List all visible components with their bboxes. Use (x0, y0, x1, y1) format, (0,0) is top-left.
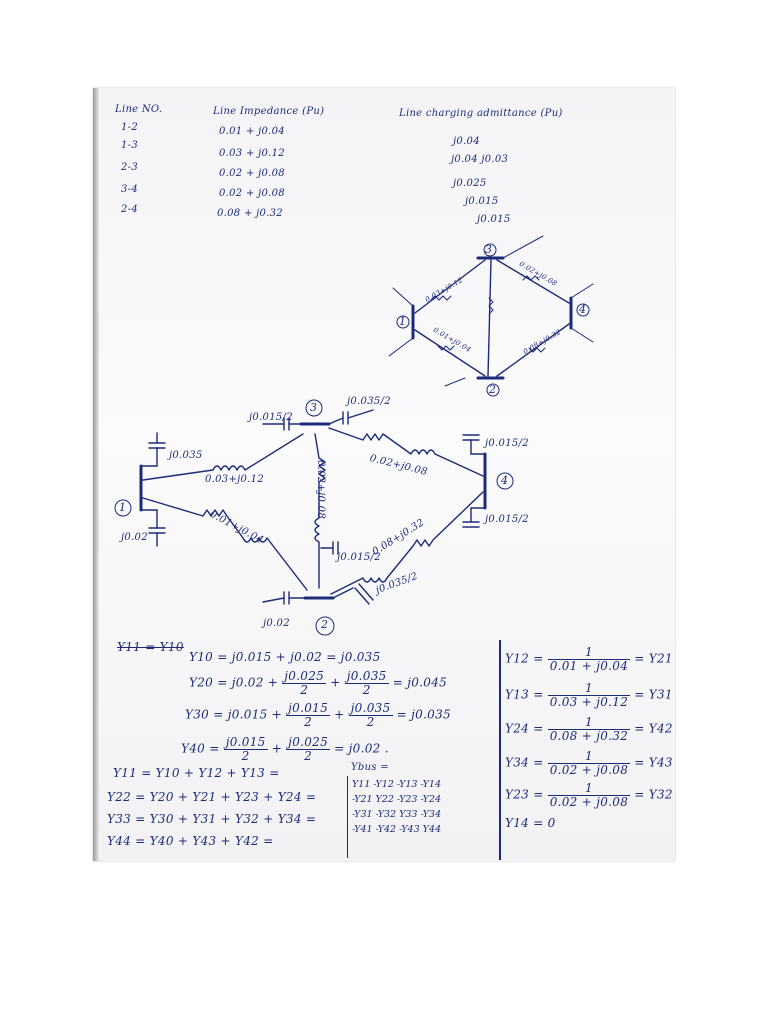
row-1-charging: j0.04 (453, 136, 480, 147)
main-node-2: 2 (321, 618, 329, 631)
eq-y12-den: 0.01 + j0.04 (549, 658, 629, 673)
ybus-row-3: -Y31 -Y32 Y33 -Y34 (352, 809, 441, 820)
eq-y20-result: = j0.045 (392, 675, 448, 690)
eq-y30-frac2-den: 2 (366, 714, 375, 729)
row-3-line: 2-3 (121, 162, 139, 173)
eq-y10-rhs: j0.015 + j0.02 = j0.035 (231, 650, 381, 664)
eq-y34-frac (548, 750, 630, 776)
eq-y20-frac2 (345, 670, 389, 696)
eq-y20-frac2-num: j0.035 (346, 669, 387, 683)
ybus-matrix (347, 776, 501, 858)
eq-y30-lhs: Y30 = (185, 707, 224, 722)
row-5-charging: j0.015 (477, 214, 511, 225)
eq-y11: Y11 = Y10 + Y12 + Y13 = (113, 766, 280, 780)
eq-y14: Y14 = 0 (505, 816, 556, 830)
eq-y40-lhs: Y40 = (181, 741, 220, 756)
eq-y30-frac1-num: j0.015 (288, 701, 329, 715)
eq-y13-frac (548, 682, 630, 708)
eq-y20-frac1 (282, 670, 326, 696)
main-node-1: 1 (119, 501, 127, 514)
small-label-12: 0.01+j0.04 (431, 325, 473, 355)
eq-y34-lhs: Y34 = (505, 755, 544, 770)
eq-y13-rhs: = Y31 (634, 687, 673, 702)
label-line-24: 0.08+j0.32 (370, 517, 427, 558)
small-node-1: 1 (399, 315, 407, 328)
eq-y23-den: 0.02 + j0.08 (549, 794, 629, 809)
eq-y40-frac1-den: 2 (241, 748, 250, 763)
eq-y30-plus: + (334, 707, 345, 722)
eq-y12-num: 1 (548, 646, 630, 660)
eq-y44: Y44 = Y40 + Y43 + Y42 = (107, 834, 274, 848)
struck-text: Y11 = Y10 (117, 640, 184, 654)
eq-y30-frac1-den: 2 (304, 714, 313, 729)
eq-y12 (505, 646, 673, 672)
eq-y20-term: j0.02 + (231, 675, 279, 690)
ybus-row-2: -Y21 Y22 -Y23 -Y24 (352, 794, 441, 805)
label-top-right-cap: j0.035/2 (347, 396, 391, 407)
eq-y20-plus: + (330, 675, 341, 690)
label-bus4-top-cap: j0.015/2 (485, 438, 529, 449)
eq-y33: Y33 = Y30 + Y31 + Y32 + Y34 = (107, 812, 317, 826)
row-4-impedance: 0.02 + j0.08 (219, 188, 285, 199)
label-line-23: 0.02+j0.08 (315, 459, 327, 520)
eq-y30-frac2 (349, 702, 393, 728)
row-2-charging: j0.04 j0.03 (451, 154, 509, 165)
small-node-2: 2 (489, 383, 497, 396)
row-4-line: 3-4 (121, 184, 139, 195)
main-network-diagram (115, 400, 513, 635)
label-line-13: 0.03+j0.12 (205, 474, 265, 485)
eq-y20-lhs: Y20 = (189, 675, 228, 690)
eq-y13-num: 1 (548, 682, 630, 696)
column-divider (499, 640, 501, 860)
eq-y24-den: 0.08 + j0.32 (549, 728, 629, 743)
small-label-34: 0.02+j0.08 (517, 259, 559, 289)
ybus-row-1: Y11 -Y12 -Y13 -Y14 (352, 779, 441, 790)
row-5-impedance: 0.08 + j0.32 (217, 208, 283, 219)
eq-y23-rhs: = Y32 (634, 787, 673, 802)
header-line-impedance: Line Impedance (Pu) (213, 106, 325, 117)
row-4-charging: j0.015 (465, 196, 499, 207)
eq-y40-frac2-num: j0.025 (288, 735, 329, 749)
label-bus1-top-cap: j0.035 (169, 450, 203, 461)
label-bus4-bottom-cap: j0.015/2 (485, 514, 529, 525)
label-line23-cap: j0.015/2 (337, 552, 381, 563)
main-node-3: 3 (310, 401, 318, 414)
eq-y40-plus: + (271, 741, 283, 756)
eq-y10-lhs: Y10 = (189, 650, 228, 664)
eq-y30 (185, 702, 451, 728)
eq-y30-frac1 (286, 702, 330, 728)
eq-y10 (189, 650, 381, 664)
eq-y22: Y22 = Y20 + Y21 + Y23 + Y24 = (107, 790, 317, 804)
label-line-34: 0.02+j0.08 (368, 453, 429, 478)
eq-y12-rhs: = Y21 (634, 651, 673, 666)
eq-y13-den: 0.03 + j0.12 (549, 694, 629, 709)
label-line-12: 0.01+j0.04 (207, 508, 266, 547)
ybus-row-4: -Y41 -Y42 -Y43 Y44 (352, 824, 441, 835)
label-bus2-right-cap: j0.035/2 (374, 570, 420, 597)
eq-y24-lhs: Y24 = (505, 721, 544, 736)
eq-y30-term: j0.015 + (227, 707, 283, 722)
eq-y23 (505, 782, 673, 808)
eq-y20 (189, 670, 447, 696)
eq-y20-frac1-num: j0.025 (284, 669, 325, 683)
eq-y40-frac2-den: 2 (304, 748, 313, 763)
notebook-page (93, 88, 675, 861)
eq-y40-frac2 (286, 736, 330, 762)
eq-y34-rhs: = Y43 (634, 755, 673, 770)
header-line-no: Line NO. (115, 104, 163, 115)
ybus-title: Ybus = (351, 762, 389, 773)
eq-y13-lhs: Y13 = (505, 687, 544, 702)
eq-y40-frac1 (224, 736, 268, 762)
eq-y40 (181, 736, 389, 762)
main-node-4: 4 (501, 474, 509, 487)
small-label-24: 0.08+j0.32 (521, 327, 563, 357)
eq-y23-frac (548, 782, 630, 808)
eq-y12-lhs: Y12 = (505, 651, 544, 666)
label-bus1-bottom-cap: j0.02 (121, 532, 148, 543)
eq-y13 (505, 682, 673, 708)
eq-y30-result: = j0.035 (396, 707, 451, 722)
row-1-line: 1-2 (121, 122, 139, 133)
label-top-left-cap: j0.015/2 (249, 412, 293, 423)
eq-y34 (505, 750, 673, 776)
small-node-4: 4 (579, 303, 587, 316)
eq-y24-num: 1 (548, 716, 630, 730)
eq-y30-frac2-num: j0.035 (350, 701, 391, 715)
eq-y12-frac (548, 646, 630, 672)
eq-y24-rhs: = Y42 (634, 721, 673, 736)
small-network-diagram (389, 236, 593, 396)
eq-y40-frac1-num: j0.015 (225, 735, 266, 749)
eq-y24 (505, 716, 673, 742)
row-2-line: 1-3 (121, 140, 139, 151)
eq-y23-num: 1 (548, 782, 630, 796)
eq-y34-num: 1 (548, 750, 630, 764)
eq-y20-frac1-den: 2 (300, 682, 309, 697)
label-bus2-cap: j0.02 (263, 618, 290, 629)
row-2-impedance: 0.03 + j0.12 (219, 148, 285, 159)
row-1-impedance: 0.01 + j0.04 (219, 126, 285, 137)
eq-y20-frac2-den: 2 (362, 682, 371, 697)
small-label-13: 0.03+j0.12 (423, 275, 465, 305)
header-line-charging: Line charging admittance (Pu) (399, 108, 563, 119)
row-3-charging: j0.025 (453, 178, 487, 189)
eq-y40-result: = j0.02 . (334, 741, 389, 756)
row-5-line: 2-4 (121, 204, 139, 215)
eq-y34-den: 0.02 + j0.08 (549, 762, 629, 777)
eq-y23-lhs: Y23 = (505, 787, 544, 802)
small-node-3: 3 (485, 243, 493, 256)
eq-y24-frac (548, 716, 630, 742)
row-3-impedance: 0.02 + j0.08 (219, 168, 285, 179)
